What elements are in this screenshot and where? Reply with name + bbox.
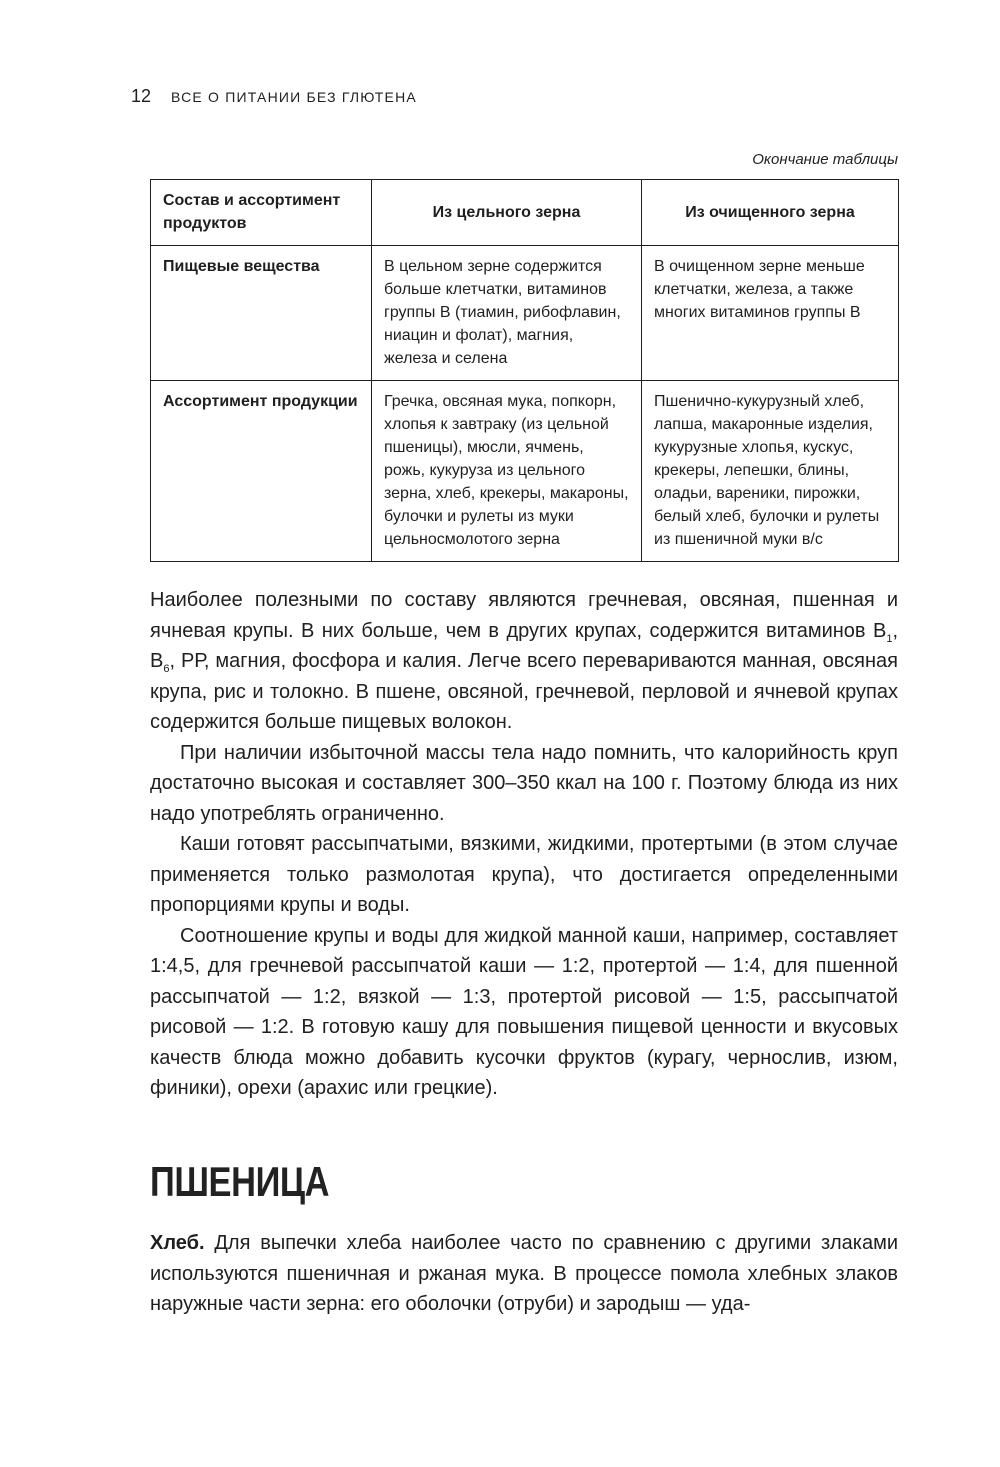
table-row bbox=[151, 246, 899, 381]
paragraph bbox=[150, 1228, 898, 1320]
section-title: ПШЕНИЦА bbox=[150, 1158, 330, 1205]
table-cell: В очищенном зерне меньше клетчатки, железа, а также многих витаминов группы В bbox=[642, 246, 899, 381]
subscript: 1 bbox=[886, 632, 893, 645]
column-header: Из цельного зерна bbox=[372, 180, 642, 246]
column-header: Состав и ассортимент продуктов bbox=[151, 180, 372, 246]
lead-term: Хлеб. bbox=[150, 1232, 205, 1254]
running-title: ВСЕ О ПИТАНИИ БЕЗ ГЛЮТЕНА bbox=[171, 89, 417, 105]
page-number: 12 bbox=[131, 86, 152, 106]
paragraph bbox=[150, 585, 898, 738]
paragraph: Каши готовят рассыпчатыми, вязкими, жидкими, протертыми (в этом случае применяется только размолотая крупа), что достигается определенными пропорциями крупы и воды. bbox=[150, 833, 898, 916]
table-cell: Пшенично-кукурузный хлеб, лапша, макаронные изделия, кукурузные хлопья, кускус, крекеры, лепешки, блины, оладьи, вареники, пирожки, белый хлеб, булочки и рулеты из пшеничной муки в/с bbox=[642, 381, 899, 562]
paragraph: Соотношение крупы и воды для жидкой манной каши, например, составляет 1:4,5, для гречневой рассыпчатой каши — 1:2, протертой — 1:4, для пшенной рассыпчатой — 1:2, вязкой — 1:3, протертой рисовой — 1:5, рассыпчатой рисовой — 1:2. В готовую кашу для повышения пищевой ценности и вкусовых качеств блюда можно добавить кусочки фруктов (курагу, чернослив, изюм, финики), орехи (арахис или грецкие). bbox=[150, 924, 898, 1099]
text-run: , В bbox=[150, 619, 898, 672]
table-row bbox=[151, 381, 899, 562]
paragraph: При наличии избыточной массы тела надо помнить, что калорийность круп достаточно высокая и составляет 300–350 ккал на 100 г. Поэтому блюда из них надо употреблять ограниченно. bbox=[150, 741, 898, 825]
text-run: , РР, магния, фосфора и калия. Легче всего перевариваются манная, овсяная крупа, рис и толокно. В пшене, овсяной, гречневой, перловой и ячневой крупах содержится больше пищевых волокон. bbox=[150, 650, 898, 733]
body-text bbox=[150, 585, 898, 1104]
text-run: Для выпечки хлеба наиболее часто по сравнению с другими злаками используются пшеничная и ржаная мука. В процессе помола хлебных злаков наружные части зерна: его оболочки (отруби) и зародыш — уда- bbox=[150, 1232, 898, 1315]
text-run: Наиболее полезными по составу являются гречневая, овсяная, пшенная и ячневая крупы. В них больше, чем в других крупах, содержится витаминов В bbox=[150, 589, 898, 642]
subscript: 6 bbox=[163, 663, 170, 675]
table-caption: Окончание таблицы bbox=[752, 151, 898, 168]
page-header bbox=[131, 86, 417, 112]
table-cell: Гречка, овсяная мука, попкорн, хлопья к завтраку (из цельной пшеницы), мюсли, ячмень, рожь, кукуруза из цельного зерна, хлеб, крекеры, макароны, булочки и рулеты из муки цельносмолотого зерна bbox=[372, 381, 642, 562]
table-header-row bbox=[151, 180, 899, 246]
section-body bbox=[150, 1228, 898, 1320]
table-cell: В цельном зерне содержится больше клетчатки, витаминов группы В (тиамин, рибофлавин, ниацин и фолат), магния, железа и селена bbox=[372, 246, 642, 381]
row-label: Ассортимент продукции bbox=[151, 381, 372, 562]
column-header: Из очищенного зерна bbox=[642, 180, 899, 246]
grain-comparison-table bbox=[150, 179, 899, 562]
row-label: Пищевые вещества bbox=[151, 246, 372, 381]
